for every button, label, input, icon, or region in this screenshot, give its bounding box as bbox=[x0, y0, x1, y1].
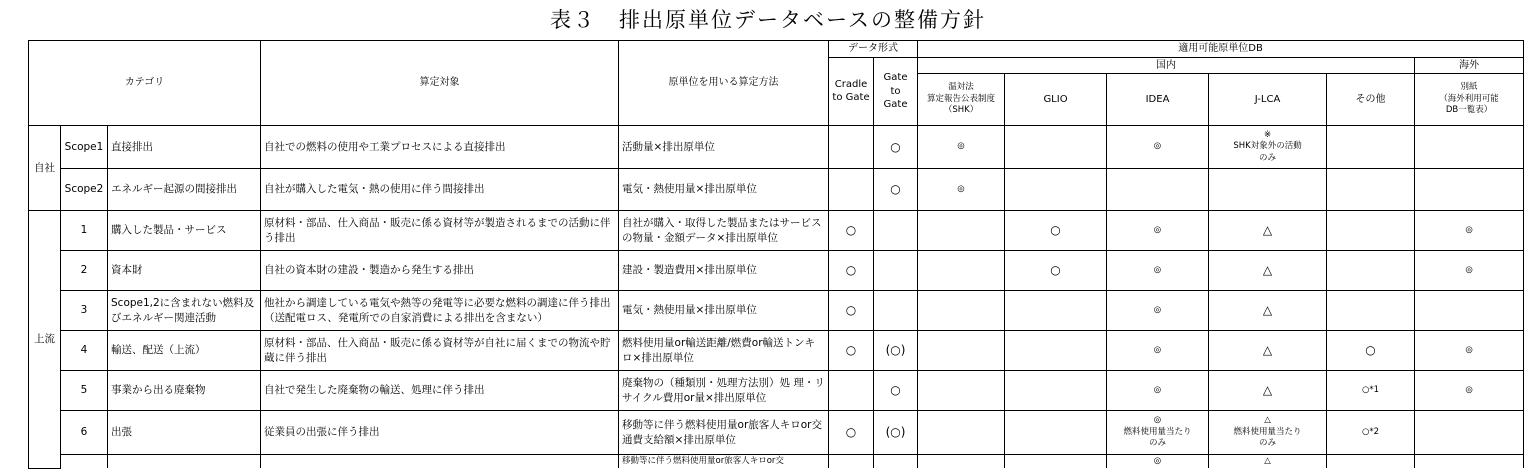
cell-overseas bbox=[1415, 169, 1524, 211]
row-number: 2 bbox=[61, 251, 108, 291]
cell-overseas bbox=[1415, 291, 1524, 331]
cell-gate: (○) bbox=[874, 331, 918, 371]
row-number: Scope1 bbox=[61, 126, 108, 169]
header-glio: GLIO bbox=[1005, 74, 1107, 126]
row-method: 廃棄物の（種類別・処理方法別）処 理・リサイクル費用or量×排出原単位 bbox=[619, 371, 829, 411]
table-row bbox=[29, 291, 1524, 331]
cell-glio bbox=[1005, 291, 1107, 331]
header-data-format: データ形式 bbox=[829, 41, 918, 58]
row-number: 5 bbox=[61, 371, 108, 411]
cell-cradle bbox=[829, 371, 874, 411]
cell-cradle: ○ bbox=[829, 331, 874, 371]
table-row bbox=[29, 331, 1524, 371]
row-category: 購入した製品・サービス bbox=[108, 211, 261, 251]
emission-factor-db-policy-table bbox=[28, 40, 1524, 469]
cell-other: ○ bbox=[1327, 331, 1415, 371]
table-row-partial bbox=[29, 455, 1524, 469]
row-method: 電気・熱使用量×排出原単位 bbox=[619, 291, 829, 331]
cell-shk bbox=[918, 371, 1005, 411]
row-target: 自社で発生した廃棄物の輸送、処理に伴う排出 bbox=[261, 371, 619, 411]
row-category: エネルギー起源の間接排出 bbox=[108, 169, 261, 211]
cell-glio bbox=[1005, 126, 1107, 169]
row-method: 自社が購入・取得した製品またはサービスの物量・金額データ×排出原単位 bbox=[619, 211, 829, 251]
cell-idea bbox=[1107, 169, 1209, 211]
cell-gate bbox=[874, 251, 918, 291]
cell-idea: ◎ bbox=[1107, 251, 1209, 291]
header-gate-to-gate: Gate to Gate bbox=[874, 57, 918, 126]
row-category: 直接排出 bbox=[108, 126, 261, 169]
row-number: Scope2 bbox=[61, 169, 108, 211]
cell-glio bbox=[1005, 169, 1107, 211]
cell-shk bbox=[918, 411, 1005, 455]
cell-glio bbox=[1005, 371, 1107, 411]
cell-other bbox=[1327, 251, 1415, 291]
cell-gate: (○) bbox=[874, 411, 918, 455]
cell-idea: ◎ bbox=[1107, 331, 1209, 371]
policy-table-container bbox=[28, 40, 1524, 469]
header-category: カテゴリ bbox=[29, 41, 261, 126]
cell-jlca: △ bbox=[1209, 251, 1327, 291]
cell-other: ○*2 bbox=[1327, 411, 1415, 455]
cell-jlca: △ bbox=[1209, 455, 1327, 469]
cell-overseas: ◎ bbox=[1415, 371, 1524, 411]
cell-shk: ◎ bbox=[918, 169, 1005, 211]
page-title: 表３ 排出原単位データベースの整備方針 bbox=[550, 8, 986, 32]
row-category: 資本財 bbox=[108, 251, 261, 291]
group-label-own: 自社 bbox=[29, 126, 61, 211]
cell-idea: ◎ bbox=[1107, 291, 1209, 331]
cell-cradle: ○ bbox=[829, 211, 874, 251]
cell-gate bbox=[874, 211, 918, 251]
row-category: 輸送、配送（上流） bbox=[108, 331, 261, 371]
cell-glio: ○ bbox=[1005, 251, 1107, 291]
row-number: 1 bbox=[61, 211, 108, 251]
cell-idea: ◎ bbox=[1107, 455, 1209, 469]
row-method: 移動等に伴う燃料使用量or旅客人キロor交通費支給額×排出原単位 bbox=[619, 411, 829, 455]
header-other: その他 bbox=[1327, 74, 1415, 126]
cell-overseas bbox=[1415, 411, 1524, 455]
row-target: 他社から調達している電気や熱等の発電等に必要な燃料の調達に伴う排出（送配電ロス、発電所での自家消費による排出を含まない） bbox=[261, 291, 619, 331]
cell-jlca: △ bbox=[1209, 211, 1327, 251]
cell-other bbox=[1327, 169, 1415, 211]
header-domestic: 国内 bbox=[918, 57, 1415, 74]
cell-glio: ○ bbox=[1005, 211, 1107, 251]
cell-glio bbox=[1005, 331, 1107, 371]
cell-cradle: ○ bbox=[829, 291, 874, 331]
cell-shk bbox=[918, 251, 1005, 291]
cell-jlca bbox=[1209, 169, 1327, 211]
cell-glio bbox=[1005, 411, 1107, 455]
table-row bbox=[29, 411, 1524, 455]
row-category: 出張 bbox=[108, 411, 261, 455]
header-shk: 温対法 算定報告公表制度 （SHK） bbox=[918, 74, 1005, 126]
table-row bbox=[29, 211, 1524, 251]
row-number: 4 bbox=[61, 331, 108, 371]
header-cradle-to-gate: Cradle to Gate bbox=[829, 57, 874, 126]
cell-jlca: ※ SHK対象外の活動 のみ bbox=[1209, 126, 1327, 169]
cell-jlca: △ bbox=[1209, 371, 1327, 411]
row-method: 移動等に伴う燃料使用量or旅客人キロor交 bbox=[619, 455, 829, 469]
row-method: 建設・製造費用×排出原単位 bbox=[619, 251, 829, 291]
cell-cradle bbox=[829, 169, 874, 211]
row-target: 自社の資本財の建設・製造から発生する排出 bbox=[261, 251, 619, 291]
row-number: 3 bbox=[61, 291, 108, 331]
cell-gate bbox=[874, 291, 918, 331]
row-method: 電気・熱使用量×排出原単位 bbox=[619, 169, 829, 211]
header-applicable-db: 適用可能原単位DB bbox=[918, 41, 1524, 58]
cell-overseas bbox=[1415, 126, 1524, 169]
cell-shk bbox=[918, 211, 1005, 251]
cell-shk: ◎ bbox=[918, 126, 1005, 169]
cell-idea: ◎ bbox=[1107, 371, 1209, 411]
row-target: 自社での燃料の使用や工業プロセスによる直接排出 bbox=[261, 126, 619, 169]
cell-idea: ◎ bbox=[1107, 211, 1209, 251]
cell-jlca: △ bbox=[1209, 291, 1327, 331]
row-number: 6 bbox=[61, 411, 108, 455]
cell-overseas: ◎ bbox=[1415, 211, 1524, 251]
row-method: 燃料使用量or輸送距離/燃費or輸送トンキロ×排出原単位 bbox=[619, 331, 829, 371]
cell-other bbox=[1327, 291, 1415, 331]
cell-idea: ◎ 燃料使用量当たり のみ bbox=[1107, 411, 1209, 455]
row-category: Scope1,2に含まれない燃料及びエネルギー関連活動 bbox=[108, 291, 261, 331]
cell-other: ○*1 bbox=[1327, 371, 1415, 411]
table-row bbox=[29, 371, 1524, 411]
cell-jlca: △ bbox=[1209, 331, 1327, 371]
row-target: 原材料・部品、仕入商品・販売に係る資材等が製造されるまでの活動に伴う排出 bbox=[261, 211, 619, 251]
table-row bbox=[29, 251, 1524, 291]
cell-other bbox=[1327, 126, 1415, 169]
cell-cradle: ○ bbox=[829, 411, 874, 455]
cell-gate: ○ bbox=[874, 126, 918, 169]
table-row bbox=[29, 169, 1524, 211]
cell-cradle bbox=[829, 126, 874, 169]
cell-gate: ○ bbox=[874, 169, 918, 211]
cell-jlca: △ 燃料使用量当たり のみ bbox=[1209, 411, 1327, 455]
cell-overseas: ◎ bbox=[1415, 251, 1524, 291]
header-target: 算定対象 bbox=[261, 41, 619, 126]
row-target: 従業員の出張に伴う排出 bbox=[261, 411, 619, 455]
row-target: 自社が購入した電気・熱の使用に伴う間接排出 bbox=[261, 169, 619, 211]
cell-other bbox=[1327, 211, 1415, 251]
header-overseas: 海外 bbox=[1415, 57, 1524, 74]
cell-gate: ○ bbox=[874, 371, 918, 411]
header-idea: IDEA bbox=[1107, 74, 1209, 126]
table-row bbox=[29, 126, 1524, 169]
cell-cradle: ○ bbox=[829, 251, 874, 291]
row-method: 活動量×排出原単位 bbox=[619, 126, 829, 169]
header-jlca: J-LCA bbox=[1209, 74, 1327, 126]
header-method: 原単位を用いる算定方法 bbox=[619, 41, 829, 126]
cell-idea: ◎ bbox=[1107, 126, 1209, 169]
group-label-upstream: 上流 bbox=[29, 211, 61, 469]
cell-shk bbox=[918, 331, 1005, 371]
cell-overseas: ◎ bbox=[1415, 331, 1524, 371]
header-appendix: 別紙 （海外利用可能 DB一覧表） bbox=[1415, 74, 1524, 126]
row-category: 事業から出る廃棄物 bbox=[108, 371, 261, 411]
cell-shk bbox=[918, 291, 1005, 331]
row-target: 原材料・部品、仕入商品・販売に係る資材等が自社に届くまでの物流や貯蔵に伴う排出 bbox=[261, 331, 619, 371]
